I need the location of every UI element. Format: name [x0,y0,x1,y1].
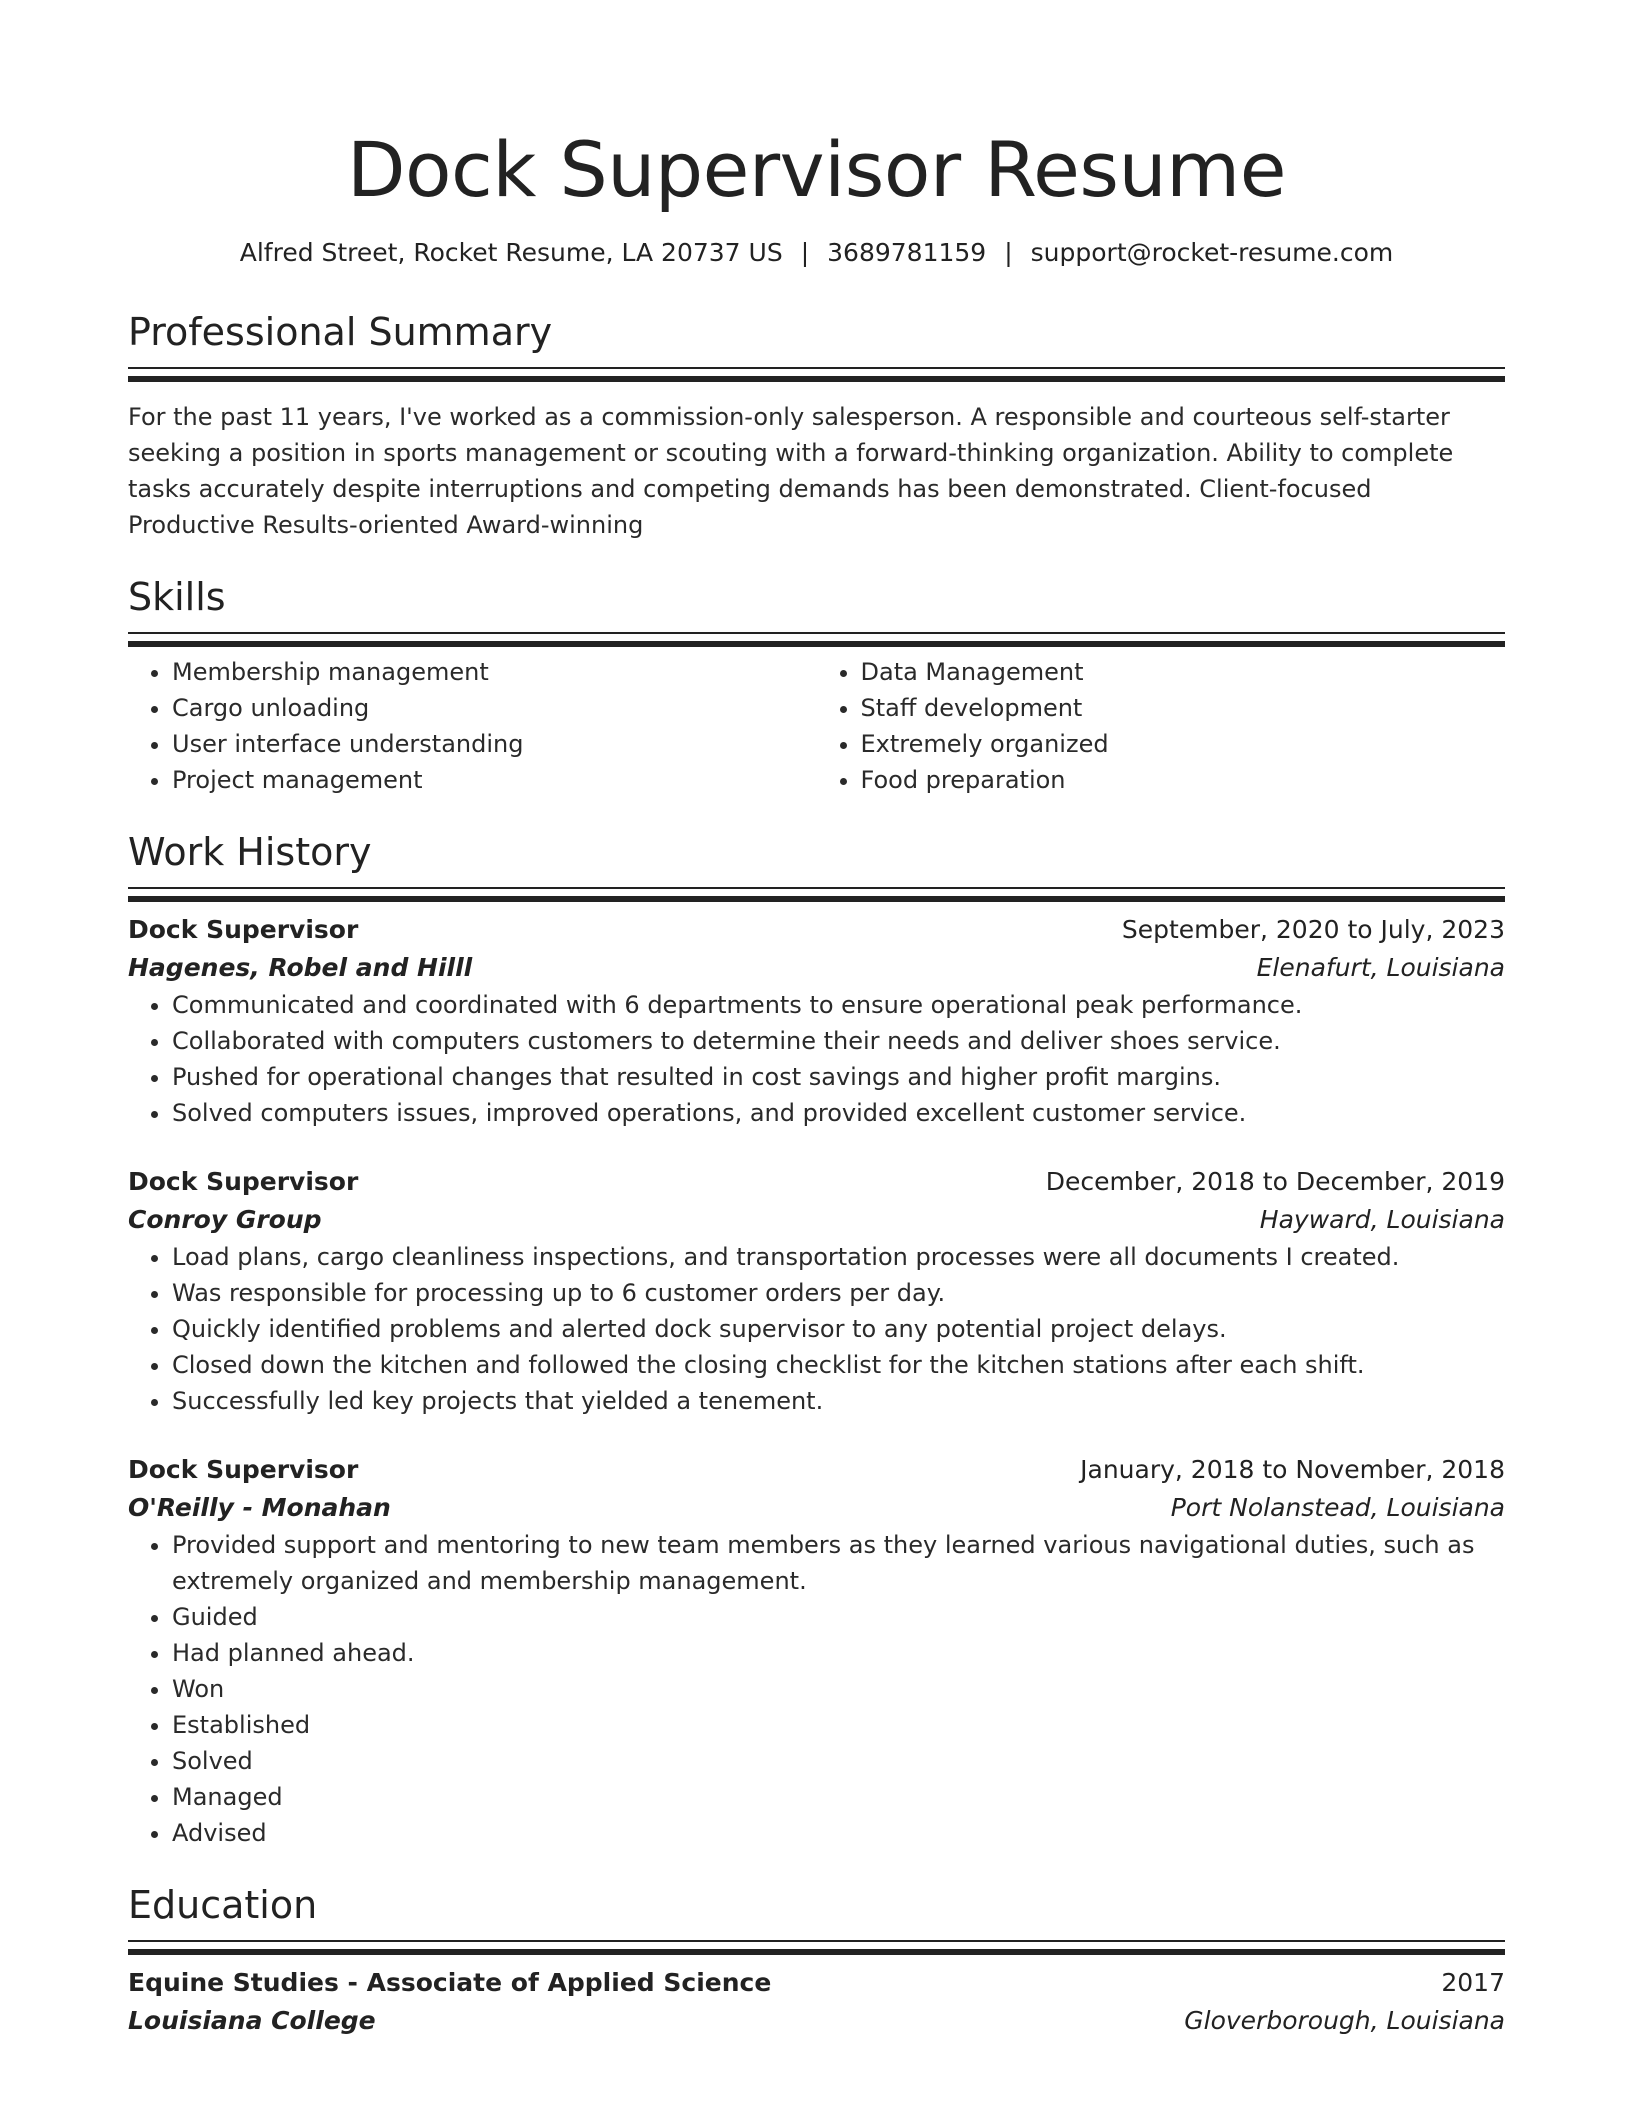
skills-list-left [128,654,817,798]
list-item: • Successfully led key projects that yielded a tenement. [172,1383,1505,1419]
page-title: Dock Supervisor Resume [347,125,1286,214]
education-school: Louisiana College [128,2006,376,2035]
job-dates: December, 2018 to December, 2019 [1045,1167,1505,1196]
skills-section [128,573,1505,798]
job-company: O'Reilly - Monahan [128,1493,391,1522]
list-item: • Solved computers issues, improved operations, and provided excellent customer service. [172,1095,1505,1131]
resume-page [128,0,1505,2112]
job-location: Port Nolanstead, Louisiana [1170,1493,1505,1522]
section-heading-skills: Skills [128,575,226,619]
job-title: Dock Supervisor [128,1455,359,1484]
job-bullets [128,987,1505,1131]
education-degree: Equine Studies - Associate of Applied Science [128,1968,772,1997]
section-divider [128,887,1505,889]
section-heading-work: Work History [128,830,372,874]
contact-separator: | [1004,238,1013,267]
education-location: Gloverborough, Louisiana [1184,2006,1505,2035]
list-item: • Managed [172,1779,1505,1815]
education-section [128,1881,1505,2040]
list-item: • Closed down the kitchen and followed the closing checklist for the kitchen stations after each shift. [172,1347,1505,1383]
list-item: • Advised [172,1815,1505,1851]
skills-list-right [817,654,1506,798]
contact-line [128,236,1505,270]
job-bullets [128,1239,1505,1419]
section-divider [128,632,1505,634]
summary-section [128,308,1505,543]
skill-item: • Data Management [861,654,1506,690]
list-item: • Pushed for operational changes that resulted in cost savings and higher profit margins. [172,1059,1505,1095]
contact-email: support@rocket-resume.com [1030,238,1394,267]
skill-item: • Project management [172,762,817,798]
skills-columns [128,654,1505,798]
job-bullets [128,1527,1505,1851]
list-item: • Guided [172,1599,1505,1635]
list-item: • Was responsible for processing up to 6 customer orders per day. [172,1275,1505,1311]
job-location: Elenafurt, Louisiana [1256,953,1505,982]
summary-text: For the past 11 years, I've worked as a commission-only salesperson. A responsible and courteous self-starter seeking a position in sports management or scouting with a forward-thinking organization. Ability to complete tasks accurately despite interruptions and competing demands has been demonstrated. Client-focused Productive Results-oriented Award-winning [128,403,1454,539]
education-entry [128,1964,1505,2040]
skill-item: • Food preparation [861,762,1506,798]
job-dates: January, 2018 to November, 2018 [1080,1455,1505,1484]
section-heading-education: Education [128,1883,318,1927]
contact-separator: | [800,238,810,267]
job-entry [128,1163,1505,1419]
contact-phone: 3689781159 [827,238,987,267]
list-item: • Collaborated with computers customers to determine their needs and deliver shoes service. [172,1023,1505,1059]
job-entry [128,911,1505,1131]
skill-item: • Staff development [861,690,1506,726]
skill-item: • Extremely organized [861,726,1506,762]
list-item: • Established [172,1707,1505,1743]
job-entry [128,1451,1505,1851]
section-divider [128,1940,1505,1942]
list-item: • Quickly identified problems and alerted dock supervisor to any potential project delays. [172,1311,1505,1347]
list-item: • Load plans, cargo cleanliness inspections, and transportation processes were all documents I created. [172,1239,1505,1275]
list-item: • Won [172,1671,1505,1707]
education-year: 2017 [1441,1968,1505,1997]
contact-address: Alfred Street, Rocket Resume, LA 20737 US [239,238,783,267]
skill-item: • Cargo unloading [172,690,817,726]
job-title: Dock Supervisor [128,915,359,944]
job-company: Conroy Group [128,1205,322,1234]
section-divider [128,367,1505,369]
job-location: Hayward, Louisiana [1259,1205,1505,1234]
skill-item: • Membership management [172,654,817,690]
job-dates: September, 2020 to July, 2023 [1121,915,1505,944]
job-title: Dock Supervisor [128,1167,359,1196]
list-item: • Communicated and coordinated with 6 departments to ensure operational peak performance. [172,987,1505,1023]
list-item: • Had planned ahead. [172,1635,1505,1671]
job-company: Hagenes, Robel and Hilll [128,953,473,982]
list-item: • Solved [172,1743,1505,1779]
list-item: • Provided support and mentoring to new team members as they learned various navigational duties, such as extremely organized and membership management. [172,1527,1505,1599]
skill-item: • User interface understanding [172,726,817,762]
work-section [128,828,1505,1851]
section-heading-summary: Professional Summary [128,310,553,354]
